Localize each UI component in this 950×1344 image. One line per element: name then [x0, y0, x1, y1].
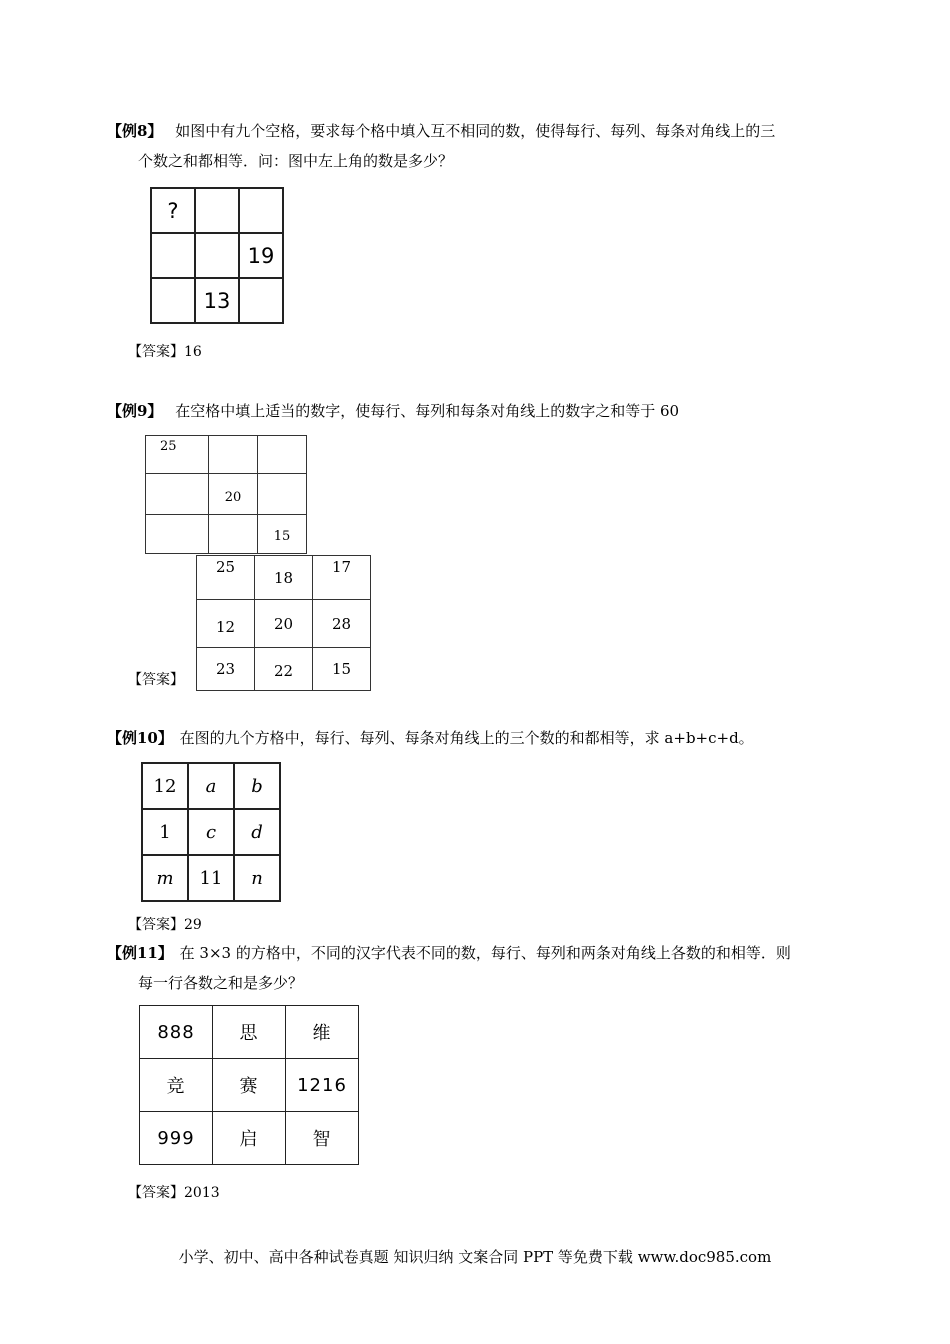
- example-11-text-1: 在 3×3 的方格中，不同的汉字代表不同的数，每行、每列和两条对角线上各数的和相等．则: [179, 944, 791, 962]
- grid-cell: 思: [213, 1006, 286, 1059]
- grid-cell: m: [142, 855, 188, 901]
- example-9-answer: 【答案】: [128, 672, 184, 688]
- example-11-tag: 【例11】: [107, 944, 173, 962]
- grid-cell: 智: [286, 1112, 359, 1165]
- example-10-tag: 【例10】: [107, 729, 173, 747]
- grid-cell: 11: [188, 855, 234, 901]
- example-8-grid: [150, 187, 284, 324]
- example-11-text-2: 每一行各数之和是多少？: [138, 974, 304, 992]
- grid-cell: a: [188, 763, 234, 809]
- grid-cell: 23: [197, 648, 255, 691]
- example-9-answer-grid: [196, 555, 371, 691]
- example-10-answer: 【答案】29: [128, 917, 202, 933]
- grid-cell: [239, 278, 283, 323]
- grid-cell: 20: [255, 600, 313, 648]
- grid-cell: b: [234, 763, 280, 809]
- grid-cell: 25: [197, 556, 255, 600]
- example-8-tag: 【例8】: [107, 122, 163, 140]
- grid-cell: 20: [209, 474, 258, 515]
- grid-cell: 999: [140, 1112, 213, 1165]
- grid-cell: 启: [213, 1112, 286, 1165]
- example-11-line-1: [107, 943, 791, 963]
- grid-cell: 22: [255, 648, 313, 691]
- example-11-answer: 【答案】2013: [128, 1185, 220, 1201]
- example-8-text-2: 个数之和都相等．问：图中左上角的数是多少？: [138, 152, 454, 170]
- grid-cell: [146, 474, 209, 515]
- example-8-answer: 【答案】16: [128, 344, 202, 360]
- grid-cell: 维: [286, 1006, 359, 1059]
- grid-cell: [151, 278, 195, 323]
- example-9-tag: 【例9】: [107, 402, 163, 420]
- grid-cell: 18: [255, 556, 313, 600]
- example-9-line-1: [107, 401, 679, 421]
- grid-cell: ?: [151, 188, 195, 233]
- grid-cell: [258, 474, 307, 515]
- grid-cell: d: [234, 809, 280, 855]
- example-10-line-1: [107, 728, 754, 748]
- page-footer: 小学、初中、高中各种试卷真题 知识归纳 文案合同 PPT 等免费下载 www.doc985.com: [178, 1248, 772, 1266]
- grid-cell: 15: [258, 515, 307, 554]
- example-9-text-1: 在空格中填上适当的数字，使每行、每列和每条对角线上的数字之和等于 60: [175, 402, 680, 420]
- grid-cell: [195, 233, 239, 278]
- example-10-grid: [141, 762, 281, 902]
- example-9-grid: [145, 435, 307, 554]
- grid-cell: [209, 515, 258, 554]
- grid-cell: 15: [313, 648, 371, 691]
- example-8-line-1: [107, 121, 775, 141]
- example-8-text-1: 如图中有九个空格，要求每个格中填入互不相同的数，使得每行、每列、每条对角线上的三: [175, 122, 776, 140]
- grid-cell: 赛: [213, 1059, 286, 1112]
- grid-cell: 17: [313, 556, 371, 600]
- grid-cell: 1216: [286, 1059, 359, 1112]
- grid-cell: 1: [142, 809, 188, 855]
- grid-cell: [195, 188, 239, 233]
- grid-cell: [239, 188, 283, 233]
- grid-cell: 竞: [140, 1059, 213, 1112]
- grid-cell: [258, 436, 307, 474]
- grid-cell: 28: [313, 600, 371, 648]
- grid-cell: c: [188, 809, 234, 855]
- grid-cell: 12: [197, 600, 255, 648]
- grid-cell: 13: [195, 278, 239, 323]
- example-10-text-1: 在图的九个方格中，每行、每列、每条对角线上的三个数的和都相等，求 a+b+c+d。: [179, 729, 754, 747]
- grid-cell: 25: [146, 436, 209, 474]
- grid-cell: [209, 436, 258, 474]
- example-11-grid: [139, 1005, 359, 1165]
- grid-cell: 19: [239, 233, 283, 278]
- grid-cell: n: [234, 855, 280, 901]
- grid-cell: [146, 515, 209, 554]
- grid-cell: 888: [140, 1006, 213, 1059]
- grid-cell: [151, 233, 195, 278]
- grid-cell: 12: [142, 763, 188, 809]
